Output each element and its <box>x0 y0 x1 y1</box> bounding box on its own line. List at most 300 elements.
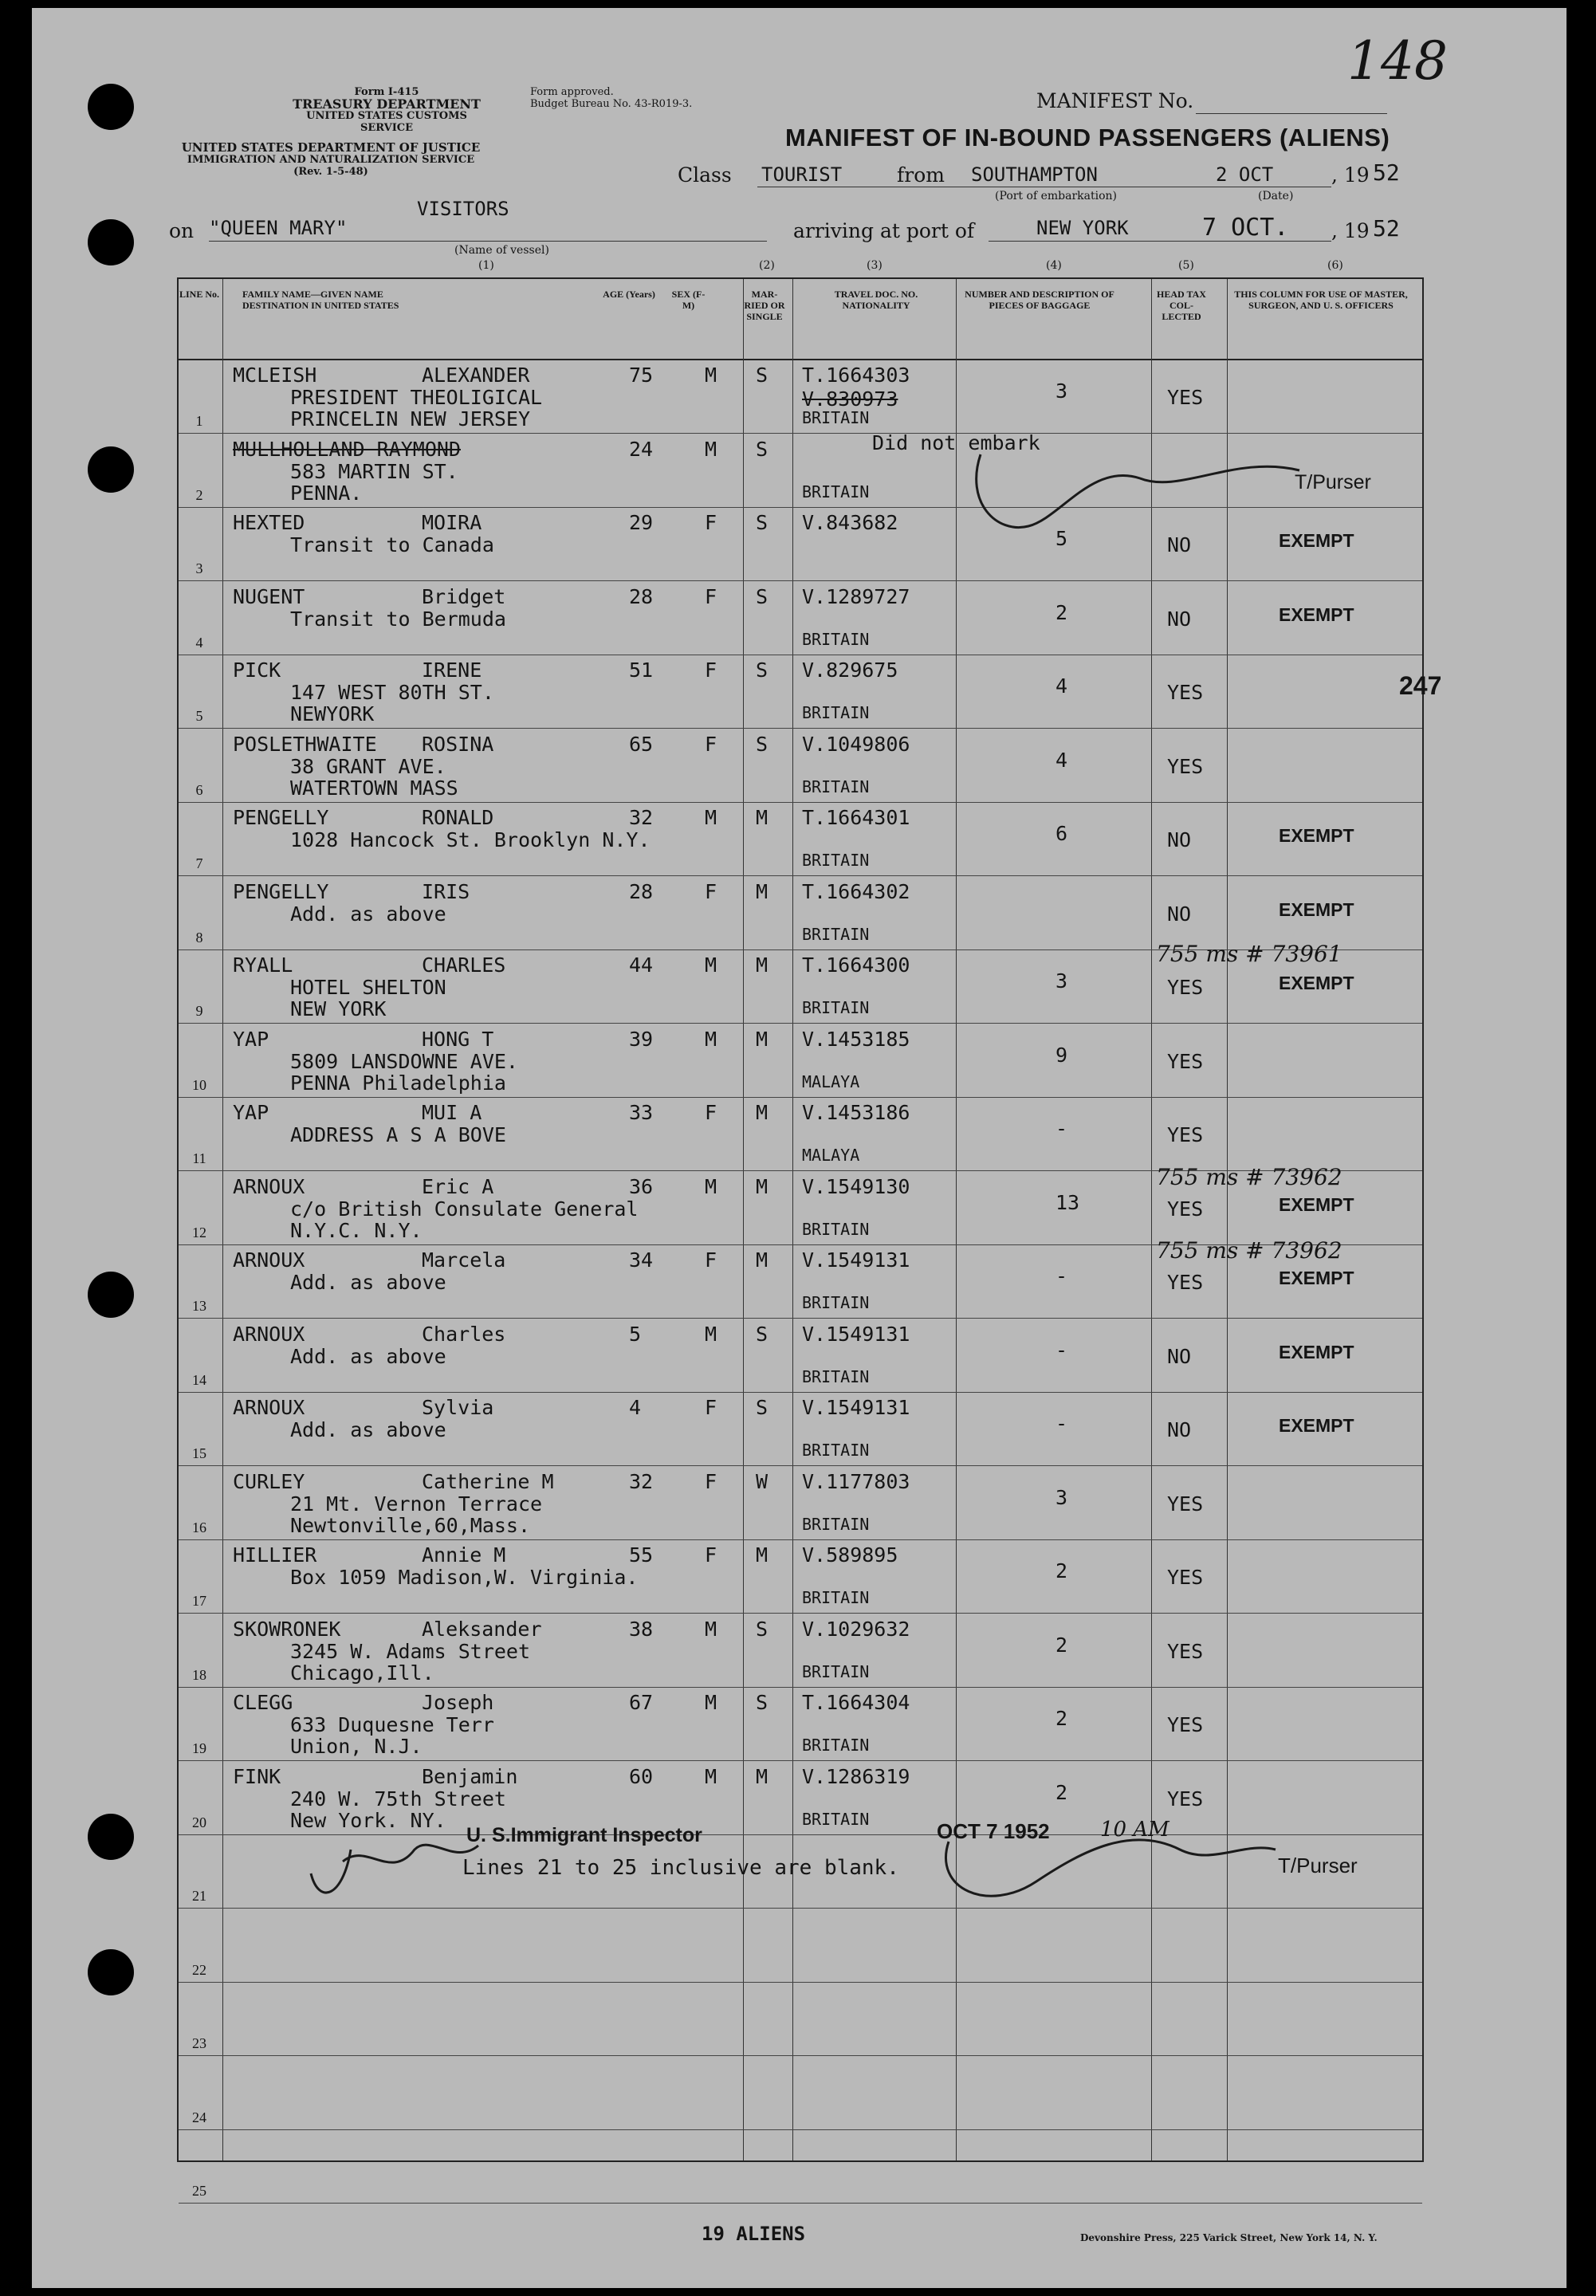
destination-line: 21 Mt. Vernon Terrace <box>290 1492 543 1516</box>
line-number: 1 <box>195 413 203 429</box>
destination-line: PRINCELIN NEW JERSEY <box>290 407 531 431</box>
destination-line: NEWYORK <box>290 702 375 725</box>
header-head-tax: HEAD TAX COL-LECTED <box>1157 289 1206 322</box>
destination-line: Transit to Canada <box>290 533 494 556</box>
nationality: BRITAIN <box>802 1514 870 1534</box>
ref-note-13: 755 ms # 73962 <box>1156 1237 1342 1264</box>
passenger-sex: M <box>705 1027 717 1051</box>
head-tax: YES <box>1167 1271 1204 1294</box>
passenger-age: 44 <box>629 953 654 977</box>
passenger-given-name: MUI A <box>422 1101 482 1124</box>
col-num-4: (4) <box>1046 259 1062 272</box>
passenger-sex: M <box>705 1617 717 1641</box>
baggage-count: - <box>1055 1338 1068 1362</box>
destination-line: 583 MARTIN ST. <box>290 459 458 483</box>
passenger-given-name: Marcela <box>422 1248 506 1272</box>
travel-document: T.1664300 <box>802 953 910 977</box>
destination-line: Add. as above <box>290 902 446 926</box>
marital-status: M <box>756 1543 769 1567</box>
head-tax: YES <box>1167 681 1204 704</box>
arrival-date: 7 OCT. <box>1202 214 1289 242</box>
marital-status: M <box>756 1174 769 1198</box>
passenger-age: 24 <box>629 437 654 461</box>
passenger-sex: F <box>705 511 717 534</box>
ins: IMMIGRATION AND NATURALIZATION SERVICE <box>187 154 475 166</box>
passenger-age: 51 <box>629 659 654 682</box>
marital-status: S <box>756 659 769 682</box>
passenger-given-name: Charles <box>422 1322 506 1346</box>
officer-note: EXEMPT <box>1279 603 1354 625</box>
header-travel-doc: TRAVEL DOC. NO. NATIONALITY <box>834 289 918 311</box>
table-row <box>179 1539 1422 1614</box>
destination-line: 38 GRANT AVE. <box>290 754 446 778</box>
travel-document: V.1549131 <box>802 1248 910 1272</box>
passenger-surname: HEXTED <box>233 511 305 534</box>
passenger-given-name: CHARLES <box>422 953 506 977</box>
form-approved-block <box>530 86 692 110</box>
marital-status: M <box>756 1101 769 1124</box>
officer-note: EXEMPT <box>1279 1415 1354 1436</box>
travel-document: V.1286319 <box>802 1764 910 1788</box>
table-row <box>179 1023 1422 1098</box>
head-tax: YES <box>1167 1197 1204 1221</box>
destination-line: Add. as above <box>290 1344 446 1368</box>
line-number: 8 <box>195 929 203 946</box>
port-caption: (Port of embarkation) <box>995 190 1117 202</box>
nationality: BRITAIN <box>802 1293 870 1312</box>
line-number: 25 <box>192 2183 206 2199</box>
marital-status: W <box>756 1469 769 1493</box>
passenger-sex: M <box>705 806 717 829</box>
col-num-6: (6) <box>1327 259 1343 272</box>
nationality: BRITAIN <box>802 1809 870 1829</box>
revision: (Rev. 1-5-48) <box>293 166 368 178</box>
passenger-given-name: Bridget <box>422 584 506 608</box>
travel-document: T.1664302 <box>802 879 910 903</box>
binder-hole <box>88 446 134 493</box>
from-value: SOUTHAMPTON <box>971 163 1098 186</box>
nationality: BRITAIN <box>802 482 870 501</box>
head-tax: YES <box>1167 1492 1204 1516</box>
destination-line: 147 WEST 80TH ST. <box>290 681 494 704</box>
manifest-title: MANIFEST OF IN-BOUND PASSENGERS (ALIENS) <box>785 124 1390 151</box>
destination-line: 3245 W. Adams Street <box>290 1639 531 1663</box>
baggage-count: 2 <box>1055 1780 1068 1804</box>
head-tax: YES <box>1167 1713 1204 1736</box>
officer-note: EXEMPT <box>1279 1193 1354 1215</box>
baggage-count: 2 <box>1055 600 1068 624</box>
passenger-given-name: Benjamin <box>422 1764 518 1788</box>
passenger-age: 29 <box>629 511 654 534</box>
table-row <box>179 654 1422 729</box>
head-tax: YES <box>1167 754 1204 778</box>
destination-line: 1028 Hancock St. Brooklyn N.Y. <box>290 828 651 851</box>
marital-status: S <box>756 511 769 534</box>
status-note: Did not embark <box>872 431 1040 454</box>
travel-document: V.843682 <box>802 511 898 534</box>
nationality: BRITAIN <box>802 629 870 649</box>
ref-note-9: 755 ms # 73961 <box>1156 941 1342 967</box>
binder-hole <box>88 219 134 265</box>
inspector-signature <box>295 1818 486 1913</box>
travel-document: V.1177803 <box>802 1469 910 1493</box>
officer-note: EXEMPT <box>1279 530 1354 551</box>
passenger-surname: RYALL <box>233 953 293 977</box>
head-tax: NO <box>1167 533 1192 556</box>
passenger-age: 75 <box>629 364 654 387</box>
destination-line: Box 1059 Madison,W. Virginia. <box>290 1566 639 1589</box>
passenger-age: 32 <box>629 806 654 829</box>
passenger-surname: ARNOUX <box>233 1396 305 1419</box>
year-prefix-2: , 19 <box>1331 219 1370 242</box>
treasury-department: TREASURY DEPARTMENT <box>293 96 481 112</box>
nationality: BRITAIN <box>802 408 870 427</box>
passenger-given-name: Joseph <box>422 1691 494 1714</box>
table-row <box>179 1908 1422 1983</box>
destination-line: PRESIDENT THEOLIGICAL <box>290 386 543 409</box>
passenger-given-name: MOIRA <box>422 511 482 534</box>
travel-document: V.1049806 <box>802 732 910 756</box>
travel-document: V.589895 <box>802 1543 898 1567</box>
line-number: 16 <box>192 1519 206 1535</box>
nationality: BRITAIN <box>802 776 870 796</box>
marital-status: S <box>756 364 769 387</box>
page-number: 148 <box>1347 30 1448 92</box>
destination-line: 633 Duquesne Terr <box>290 1713 494 1736</box>
blank-lines-note: Lines 21 to 25 inclusive are blank. <box>462 1856 899 1880</box>
passenger-age: 33 <box>629 1101 654 1124</box>
year-value-2: 52 <box>1373 215 1400 242</box>
head-tax: NO <box>1167 902 1192 926</box>
passenger-sex: M <box>705 1174 717 1198</box>
travel-document-struck: V.830973 <box>802 387 898 411</box>
baggage-count: 4 <box>1055 748 1068 772</box>
passenger-sex: M <box>705 1764 717 1788</box>
passenger-sex: F <box>705 1396 717 1419</box>
line-number: 11 <box>192 1150 206 1166</box>
passenger-surname: PENGELLY <box>233 806 329 829</box>
passenger-given-name: ALEXANDER <box>422 364 530 387</box>
header-sex: SEX (F-M) <box>671 289 706 311</box>
baggage-count: 3 <box>1055 969 1068 993</box>
nationality: BRITAIN <box>802 998 870 1017</box>
arrival-line <box>989 241 1331 242</box>
marital-status: S <box>756 1396 769 1419</box>
passenger-age: 28 <box>629 584 654 608</box>
line-number: 20 <box>192 1814 206 1830</box>
purser-label: T/Purser <box>1278 1854 1358 1877</box>
vessel-caption: (Name of vessel) <box>454 244 549 257</box>
baggage-count: 2 <box>1055 1633 1068 1657</box>
arrival-port: NEW YORK <box>1036 217 1129 239</box>
nationality: BRITAIN <box>802 703 870 722</box>
destination-line: New York. NY. <box>290 1808 446 1832</box>
line-number: 5 <box>195 708 203 724</box>
baggage-count: 6 <box>1055 822 1068 845</box>
sailing-date: 2 OCT <box>1216 163 1274 186</box>
form-number: Form I-415 <box>354 86 419 98</box>
alien-total: 19 ALIENS <box>702 2223 806 2245</box>
passenger-age: 36 <box>629 1174 654 1198</box>
passenger-given-name: Annie M <box>422 1543 506 1567</box>
nationality: MALAYA <box>802 1146 860 1165</box>
passenger-surname: NUGENT <box>233 584 305 608</box>
marital-status: M <box>756 953 769 977</box>
baggage-count: 9 <box>1055 1043 1068 1067</box>
travel-document: T.1664303 <box>802 364 910 387</box>
passenger-sex: M <box>705 437 717 461</box>
officer-note: EXEMPT <box>1279 898 1354 920</box>
line-number: 10 <box>192 1076 206 1093</box>
destination-line: 240 W. 75th Street <box>290 1787 506 1810</box>
passenger-surname: ARNOUX <box>233 1174 305 1198</box>
vessel-line <box>209 241 767 242</box>
head-tax: YES <box>1167 1639 1204 1663</box>
table-row <box>179 728 1422 803</box>
head-tax: YES <box>1167 1787 1204 1810</box>
passenger-surname: CLEGG <box>233 1691 293 1714</box>
margin-number: 247 <box>1399 671 1442 700</box>
nationality: BRITAIN <box>802 1588 870 1607</box>
officer-note: EXEMPT <box>1279 973 1354 993</box>
officer-note: EXEMPT <box>1279 1341 1354 1362</box>
destination-line: HOTEL SHELTON <box>290 976 446 999</box>
inspection-stamp-date: OCT 7 1952 <box>937 1819 1050 1843</box>
passenger-given-name: HONG T <box>422 1027 494 1051</box>
doj-block <box>171 142 490 178</box>
printer-imprint: Devonshire Press, 225 Varick Street, New York 14, N. Y. <box>1080 2232 1378 2243</box>
passenger-surname: SKOWRONEK <box>233 1617 341 1641</box>
passenger-given-name: Eric A <box>422 1174 494 1198</box>
passenger-sex: F <box>705 732 717 756</box>
binder-hole <box>88 1814 134 1860</box>
head-tax: YES <box>1167 1566 1204 1589</box>
line-number: 17 <box>192 1593 206 1609</box>
travel-document: V.829675 <box>802 659 898 682</box>
travel-document: V.1549131 <box>802 1396 910 1419</box>
passenger-surname: MCLEISH <box>233 364 317 387</box>
date-caption: (Date) <box>1258 190 1294 202</box>
baggage-count: 2 <box>1055 1707 1068 1730</box>
nationality: MALAYA <box>802 1071 860 1091</box>
marital-status: M <box>756 1764 769 1788</box>
marital-status: S <box>756 1691 769 1714</box>
col-num-2: (2) <box>759 259 775 272</box>
passenger-age: 55 <box>629 1543 654 1567</box>
destination-line: Transit to Bermuda <box>290 607 506 631</box>
head-tax: NO <box>1167 607 1192 631</box>
destination-line: NEW YORK <box>290 997 387 1020</box>
head-tax: NO <box>1167 1418 1192 1441</box>
manifest-no-label: MANIFEST No. <box>1036 89 1194 112</box>
passenger-surname: CURLEY <box>233 1469 305 1493</box>
purser-note: T/Purser <box>1295 470 1371 493</box>
passenger-given-name: Aleksander <box>422 1617 542 1641</box>
destination-line: PENNA Philadelphia <box>290 1071 506 1095</box>
class-label: Class <box>678 163 732 187</box>
passenger-age: 32 <box>629 1469 654 1493</box>
header-name: FAMILY NAME—GIVEN NAME DESTINATION IN UNITED STATES <box>242 289 399 311</box>
passenger-given-name: RONALD <box>422 806 494 829</box>
head-tax: YES <box>1167 1049 1204 1073</box>
baggage-count: 2 <box>1055 1559 1068 1582</box>
customs-service: UNITED STATES CUSTOMS SERVICE <box>306 110 467 134</box>
destination-line: ADDRESS A S A BOVE <box>290 1123 506 1146</box>
visitors-label: VISITORS <box>417 198 509 220</box>
table-row <box>179 359 1422 434</box>
passenger-given-name: IRIS <box>422 879 470 903</box>
baggage-count: 5 <box>1055 527 1068 550</box>
baggage-count: - <box>1055 1412 1068 1435</box>
table-row <box>179 1981 1422 2056</box>
class-value: TOURIST <box>761 163 843 186</box>
nationality: BRITAIN <box>802 1661 870 1681</box>
table-row <box>179 2055 1422 2130</box>
passenger-sex: M <box>705 953 717 977</box>
binder-hole <box>88 84 134 130</box>
passenger-sex: M <box>705 364 717 387</box>
line-number: 6 <box>195 781 203 798</box>
passenger-given-name: Sylvia <box>422 1396 494 1419</box>
binder-hole <box>88 1272 134 1318</box>
table-row <box>179 1686 1422 1761</box>
passenger-age: 67 <box>629 1691 654 1714</box>
table-row <box>179 801 1422 876</box>
travel-document: T.1664301 <box>802 806 910 829</box>
passenger-surname: HILLIER <box>233 1543 317 1567</box>
col-num-3: (3) <box>867 259 883 272</box>
passenger-sex: F <box>705 879 717 903</box>
line-number: 19 <box>192 1740 206 1756</box>
passenger-sex: M <box>705 1691 717 1714</box>
destination-line: Chicago,Ill. <box>290 1661 434 1685</box>
travel-document: V.1289727 <box>802 584 910 608</box>
table-row <box>179 1318 1422 1393</box>
line-number: 18 <box>192 1666 206 1683</box>
passenger-surname: POSLETHWAITE <box>233 732 377 756</box>
purser-signature-1 <box>933 431 1331 558</box>
passenger-age: 28 <box>629 879 654 903</box>
line-number: 2 <box>195 486 203 503</box>
passenger-sex: F <box>705 584 717 608</box>
line-number: 24 <box>192 2109 206 2125</box>
baggage-count: 4 <box>1055 674 1068 698</box>
marital-status: M <box>756 806 769 829</box>
passenger-age: 38 <box>629 1617 654 1641</box>
form-approved: Form approved. <box>530 86 614 98</box>
travel-document: T.1664304 <box>802 1691 910 1714</box>
table-row <box>179 1465 1422 1540</box>
line-number: 22 <box>192 1961 206 1978</box>
marital-status: S <box>756 1617 769 1641</box>
travel-document: V.1549130 <box>802 1174 910 1198</box>
header-baggage: NUMBER AND DESCRIPTION OF PIECES OF BAGGAGE <box>965 289 1114 311</box>
line-number: 9 <box>195 1003 203 1019</box>
passenger-surname: ARNOUX <box>233 1322 305 1346</box>
passenger-sex: F <box>705 1543 717 1567</box>
passenger-age: 34 <box>629 1248 654 1272</box>
passenger-surname: MULLHOLLAND RAYMOND <box>233 437 461 461</box>
passenger-given-name: Catherine M <box>422 1469 554 1493</box>
doj: UNITED STATES DEPARTMENT OF JUSTICE <box>181 140 481 155</box>
ref-note-12: 755 ms # 73962 <box>1156 1164 1342 1190</box>
manifest-no-line <box>1196 113 1387 114</box>
inspector-line: U. S.Immigrant Inspector <box>466 1824 702 1846</box>
head-tax: YES <box>1167 386 1204 409</box>
inspection-stamp-time: 10 AM <box>1100 1818 1169 1842</box>
nationality: BRITAIN <box>802 924 870 944</box>
passenger-age: 4 <box>629 1396 642 1419</box>
head-tax: NO <box>1167 828 1192 851</box>
destination-line: Add. as above <box>290 1418 446 1441</box>
passenger-given-name: IRENE <box>422 659 482 682</box>
officer-note: EXEMPT <box>1279 825 1354 846</box>
passenger-sex: F <box>705 1248 717 1272</box>
table-row <box>179 1391 1422 1466</box>
table-row <box>179 1096 1422 1171</box>
nationality: BRITAIN <box>802 851 870 870</box>
arriving-label: arriving at port of <box>793 219 975 242</box>
passenger-surname: FINK <box>233 1764 281 1788</box>
passenger-age: 39 <box>629 1027 654 1051</box>
marital-status: S <box>756 437 769 461</box>
baggage-count: 13 <box>1055 1190 1080 1214</box>
passenger-surname: YAP <box>233 1101 269 1124</box>
marital-status: M <box>756 1248 769 1272</box>
table-row <box>179 875 1422 950</box>
travel-document: V.1453185 <box>802 1027 910 1051</box>
destination-line: Union, N.J. <box>290 1735 423 1758</box>
year-value: 52 <box>1373 159 1400 186</box>
col-num-5: (5) <box>1178 259 1194 272</box>
nationality: BRITAIN <box>802 1366 870 1386</box>
line-number: 15 <box>192 1445 206 1461</box>
passenger-sex: F <box>705 659 717 682</box>
table-row <box>179 2129 1422 2204</box>
marital-status: S <box>756 1322 769 1346</box>
nationality: BRITAIN <box>802 1219 870 1239</box>
budget-bureau: Budget Bureau No. 43-R019-3. <box>530 98 693 110</box>
marital-status: S <box>756 584 769 608</box>
destination-line: PENNA. <box>290 481 363 505</box>
line-number: 3 <box>195 560 203 576</box>
line-number: 7 <box>195 855 203 871</box>
year-prefix: , 19 <box>1331 163 1370 187</box>
passenger-given-name: ROSINA <box>422 732 494 756</box>
head-tax: YES <box>1167 1123 1204 1146</box>
vessel-name: "QUEEN MARY" <box>209 217 348 239</box>
destination-line: Add. as above <box>290 1271 446 1294</box>
passenger-age: 65 <box>629 732 654 756</box>
officer-note: EXEMPT <box>1279 1268 1354 1288</box>
passenger-sex: F <box>705 1101 717 1124</box>
col-num-1: (1) <box>478 259 494 272</box>
destination-line: 5809 LANSDOWNE AVE. <box>290 1049 518 1073</box>
header-age: AGE (Years) <box>603 289 655 300</box>
passenger-surname: PICK <box>233 659 281 682</box>
nationality: BRITAIN <box>802 1441 870 1460</box>
travel-document: V.1549131 <box>802 1322 910 1346</box>
passenger-age: 5 <box>629 1322 642 1346</box>
head-tax: NO <box>1167 1344 1192 1368</box>
binder-hole <box>88 1949 134 1995</box>
head-tax: YES <box>1167 976 1204 999</box>
table-row <box>179 580 1422 655</box>
destination-line: Newtonville,60,Mass. <box>290 1513 531 1537</box>
line-number: 4 <box>195 634 203 651</box>
passenger-surname: ARNOUX <box>233 1248 305 1272</box>
passenger-sex: F <box>705 1469 717 1493</box>
